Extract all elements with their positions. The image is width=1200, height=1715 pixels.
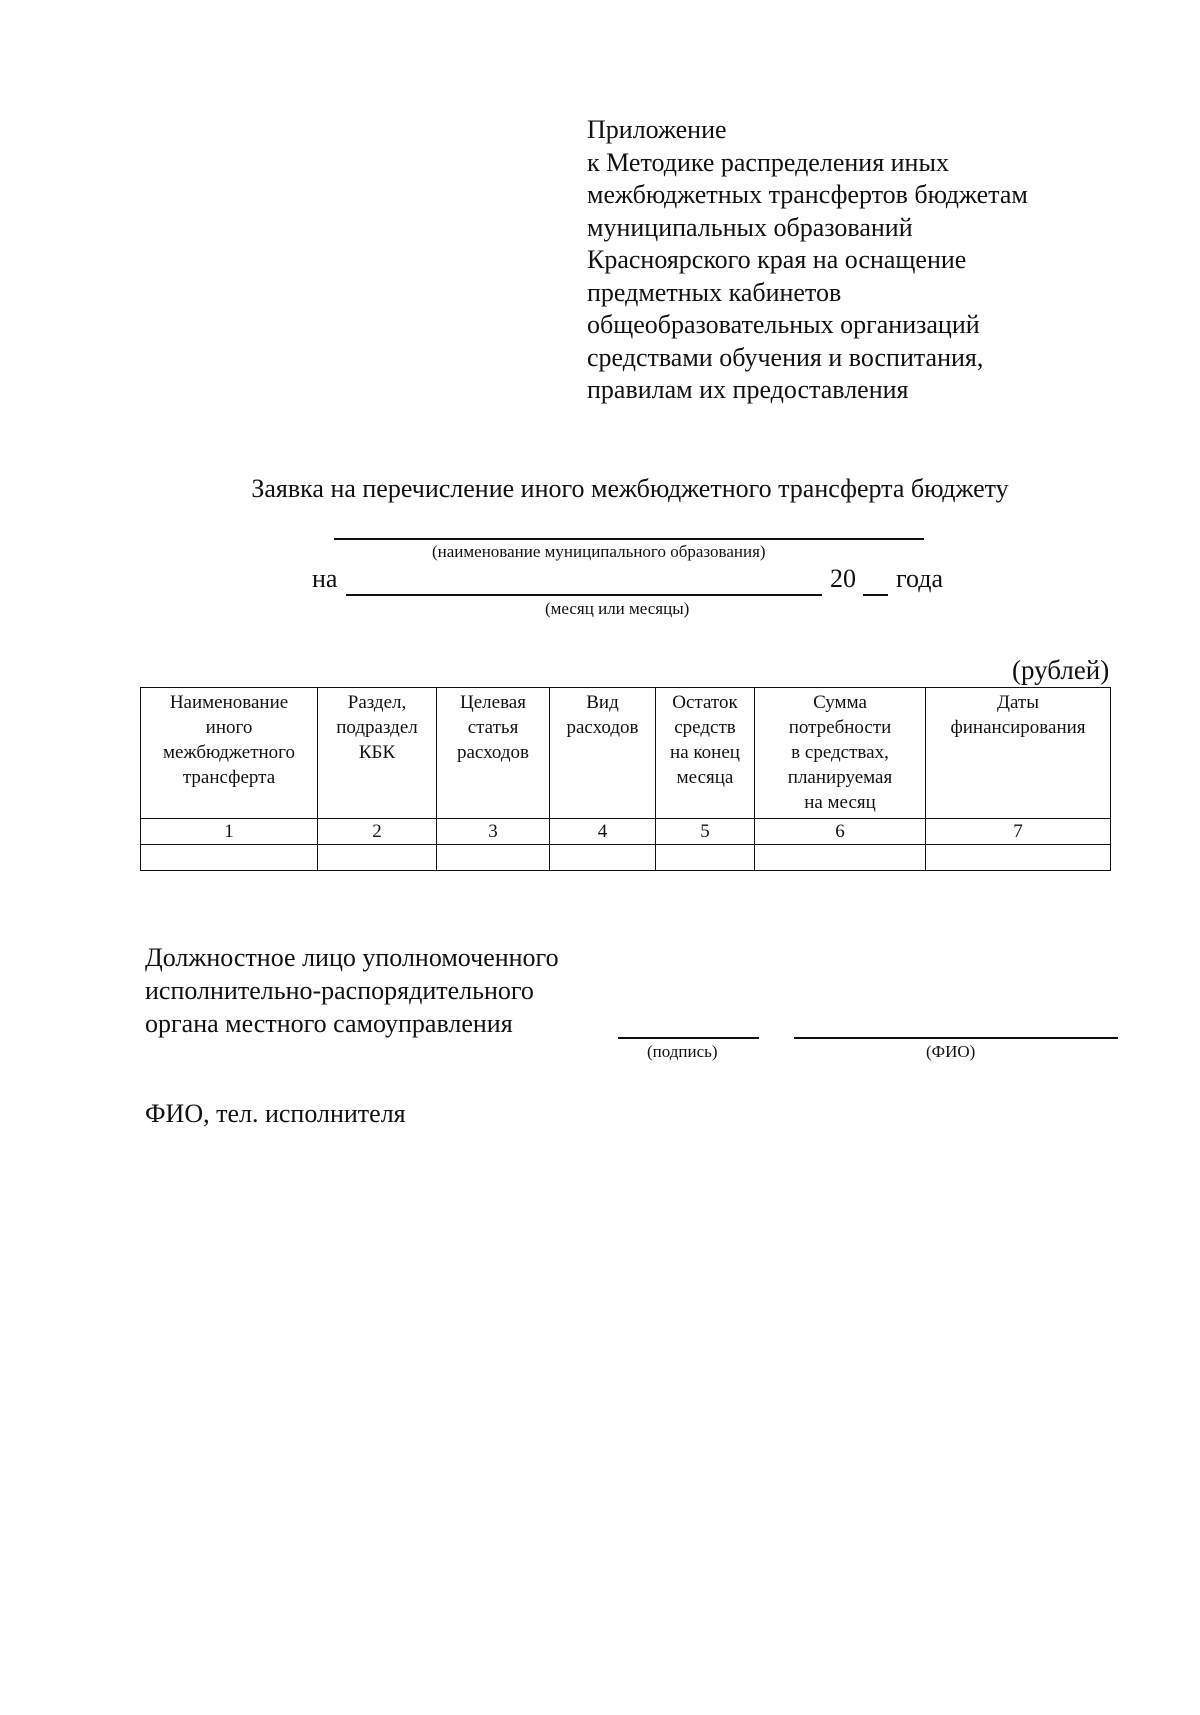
table-cell[interactable] (141, 845, 318, 871)
signature-caption: (подпись) (647, 1042, 718, 1061)
header-line: планируемая (787, 767, 893, 788)
signature-blank-line[interactable] (618, 1037, 759, 1039)
municipality-blank-line[interactable] (334, 538, 924, 540)
header-line: Вид (586, 692, 619, 713)
header-required-amount (755, 688, 926, 819)
header-line: средств (674, 717, 736, 738)
column-number: 7 (926, 819, 1111, 845)
na-label: на (312, 564, 338, 593)
table-cell[interactable] (318, 845, 437, 871)
appendix-line: к Методике распределения иных (587, 147, 949, 177)
header-line: межбюджетного (163, 742, 295, 763)
fio-blank-line[interactable] (794, 1037, 1118, 1039)
appendix-line: предметных кабинетов (587, 277, 842, 307)
header-line: подраздел (336, 717, 418, 738)
header-target-item (437, 688, 550, 819)
header-line: Сумма (813, 692, 867, 713)
header-line: Целевая (460, 692, 526, 713)
table-row (141, 845, 1111, 871)
official-line: Должностное лицо уполномоченного (145, 943, 559, 972)
year-blank-line[interactable] (863, 594, 888, 596)
appendix-line: муниципальных образований (587, 212, 913, 242)
appendix-line: общеобразовательных организаций (587, 310, 980, 339)
header-expense-type (550, 688, 656, 819)
table-cell[interactable] (656, 845, 755, 871)
table-number-row (141, 819, 1111, 845)
column-number: 2 (318, 819, 437, 845)
header-line: расходов (566, 717, 639, 738)
official-line: исполнительно-распорядительного (145, 976, 534, 1005)
month-blank-line[interactable] (346, 594, 822, 596)
table-cell[interactable] (926, 845, 1111, 871)
header-financing-dates (926, 688, 1111, 819)
column-number: 3 (437, 819, 550, 845)
column-number: 6 (755, 819, 926, 845)
header-line: потребности (788, 717, 892, 738)
header-line: статья (467, 717, 519, 738)
fio-caption: (ФИО) (926, 1042, 976, 1061)
header-line: Даты (997, 692, 1039, 713)
table-cell[interactable] (550, 845, 656, 871)
municipality-caption: (наименование муниципального образования) (432, 542, 766, 561)
year-prefix: 20 (830, 564, 856, 593)
appendix-line: Приложение (587, 115, 727, 144)
official-line: органа местного самоуправления (145, 1009, 513, 1038)
column-number: 1 (141, 819, 318, 845)
header-line: Наименование (169, 692, 289, 713)
column-number: 5 (656, 819, 755, 845)
appendix-line: Красноярского края на оснащение (587, 245, 967, 274)
appendix-line: правилам их предоставления (587, 375, 909, 404)
executor-label: ФИО, тел. исполнителя (145, 1099, 406, 1128)
header-line: на конец (670, 742, 740, 763)
header-line: месяца (676, 767, 734, 788)
header-line: трансферта (182, 767, 276, 788)
table-cell[interactable] (755, 845, 926, 871)
official-label (145, 941, 559, 1040)
header-transfer-name (141, 688, 318, 819)
header-balance (656, 688, 755, 819)
header-line: финансирования (950, 717, 1086, 738)
month-caption: (месяц или месяцы) (545, 599, 690, 618)
form-title: Заявка на перечисление иного межбюджетного трансферта бюджету (251, 474, 1009, 503)
header-line: расходов (457, 742, 529, 763)
table-header-row (141, 688, 1111, 819)
column-number: 4 (550, 819, 656, 845)
header-section-kbk (318, 688, 437, 819)
header-line: иного (205, 717, 253, 738)
header-line: на месяц (804, 792, 876, 813)
year-word: года (896, 564, 944, 593)
appendix-line: средствами обучения и воспитания, (587, 342, 984, 372)
header-line: Остаток (672, 692, 738, 713)
header-line: КБК (358, 742, 396, 763)
appendix-line: межбюджетных трансфертов бюджетам (587, 180, 1028, 209)
appendix-header (587, 114, 1107, 407)
header-line: Раздел, (347, 692, 407, 713)
request-table (140, 687, 1111, 871)
header-line: в средствах, (791, 742, 889, 763)
currency-label: (рублей) (1012, 655, 1110, 685)
table-cell[interactable] (437, 845, 550, 871)
